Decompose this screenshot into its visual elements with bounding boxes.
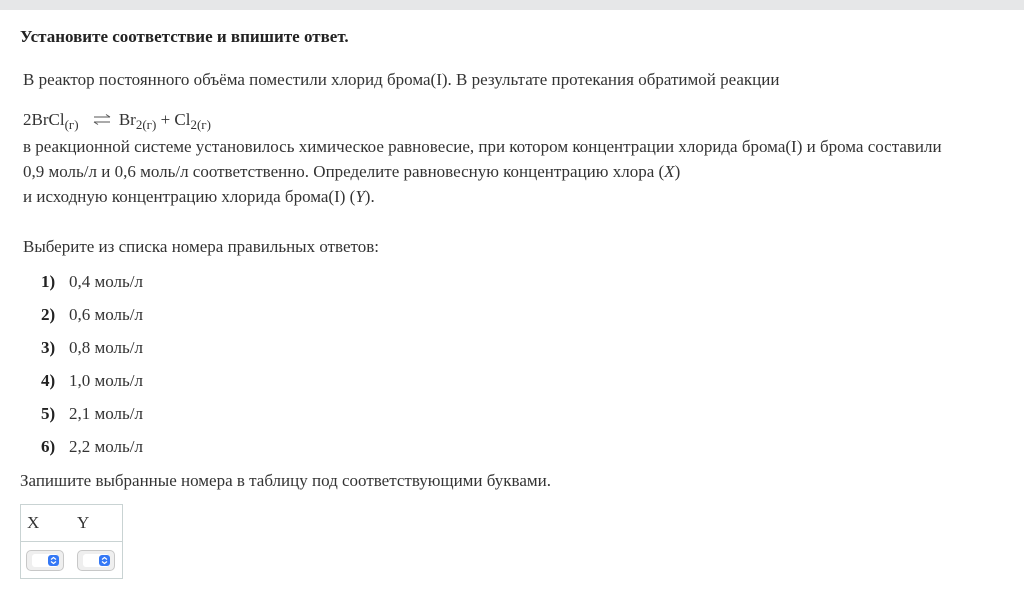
option-text: 0,6 моль/л <box>69 305 143 324</box>
answer-table-header <box>21 505 122 542</box>
option-item <box>41 371 143 404</box>
task-intro: В реактор постоянного объёма поместили хлорид брома(I). В результате протекания обратимой реакции <box>23 70 780 89</box>
select-chevron-icon <box>48 555 59 566</box>
option-text: 2,1 моль/л <box>69 404 143 423</box>
select-chevron-icon <box>99 555 110 566</box>
task-line-3-text: и исходную концентрацию хлорида брома(I) ( <box>23 187 356 206</box>
option-number: 3) <box>41 338 56 357</box>
choose-prompt: Выберите из списка номера правильных ответов: <box>23 237 379 256</box>
product-bromine: Br <box>118 110 136 129</box>
select-y[interactable] <box>77 550 115 571</box>
task-line-3 <box>23 187 375 207</box>
column-x-label: X <box>27 513 40 532</box>
task-line-2 <box>23 162 680 182</box>
product-chlorine: Cl <box>174 110 191 129</box>
option-number: 6) <box>41 437 56 456</box>
reactant: 2BrCl <box>23 110 65 129</box>
option-number: 1) <box>41 272 56 291</box>
product-chlorine-sub: 2(г) <box>190 117 211 132</box>
option-number: 5) <box>41 404 56 423</box>
option-item <box>41 338 143 371</box>
close-paren-x: ) <box>674 162 681 181</box>
option-item <box>41 305 143 338</box>
options-list <box>41 272 143 470</box>
variable-x: X <box>664 162 675 181</box>
option-item <box>41 404 143 437</box>
option-item <box>41 272 143 305</box>
option-text: 0,4 моль/л <box>69 272 143 291</box>
reactant-state: (г) <box>64 117 79 132</box>
option-text: 0,8 моль/л <box>69 338 143 357</box>
reaction-equation <box>23 110 211 130</box>
select-x[interactable] <box>26 550 64 571</box>
task-line-1: в реакционной системе установилось химическое равновесие, при котором концентрации хлорида брома(I) и брома составили <box>23 137 942 156</box>
top-bar <box>0 0 1024 10</box>
task-line-2-text: 0,9 моль/л и 0,6 моль/л соответственно. Определите равновесную концентрацию хлора ( <box>23 162 665 181</box>
answer-table <box>20 504 123 579</box>
column-y-label: Y <box>77 513 90 532</box>
equilibrium-arrow-icon <box>93 113 111 130</box>
option-text: 1,0 моль/л <box>69 371 143 390</box>
option-number: 2) <box>41 305 56 324</box>
product-bromine-sub: 2(г) <box>135 117 157 132</box>
task-title: Установите соответствие и впишите ответ. <box>20 27 349 46</box>
answer-instruction: Запишите выбранные номера в таблицу под соответствующими буквами. <box>20 471 551 490</box>
variable-y: Y <box>355 187 365 206</box>
option-number: 4) <box>41 371 56 390</box>
option-text: 2,2 моль/л <box>69 437 143 456</box>
option-item <box>41 437 143 470</box>
plus-sign: + <box>160 110 171 129</box>
close-paren-y: ). <box>364 187 375 206</box>
